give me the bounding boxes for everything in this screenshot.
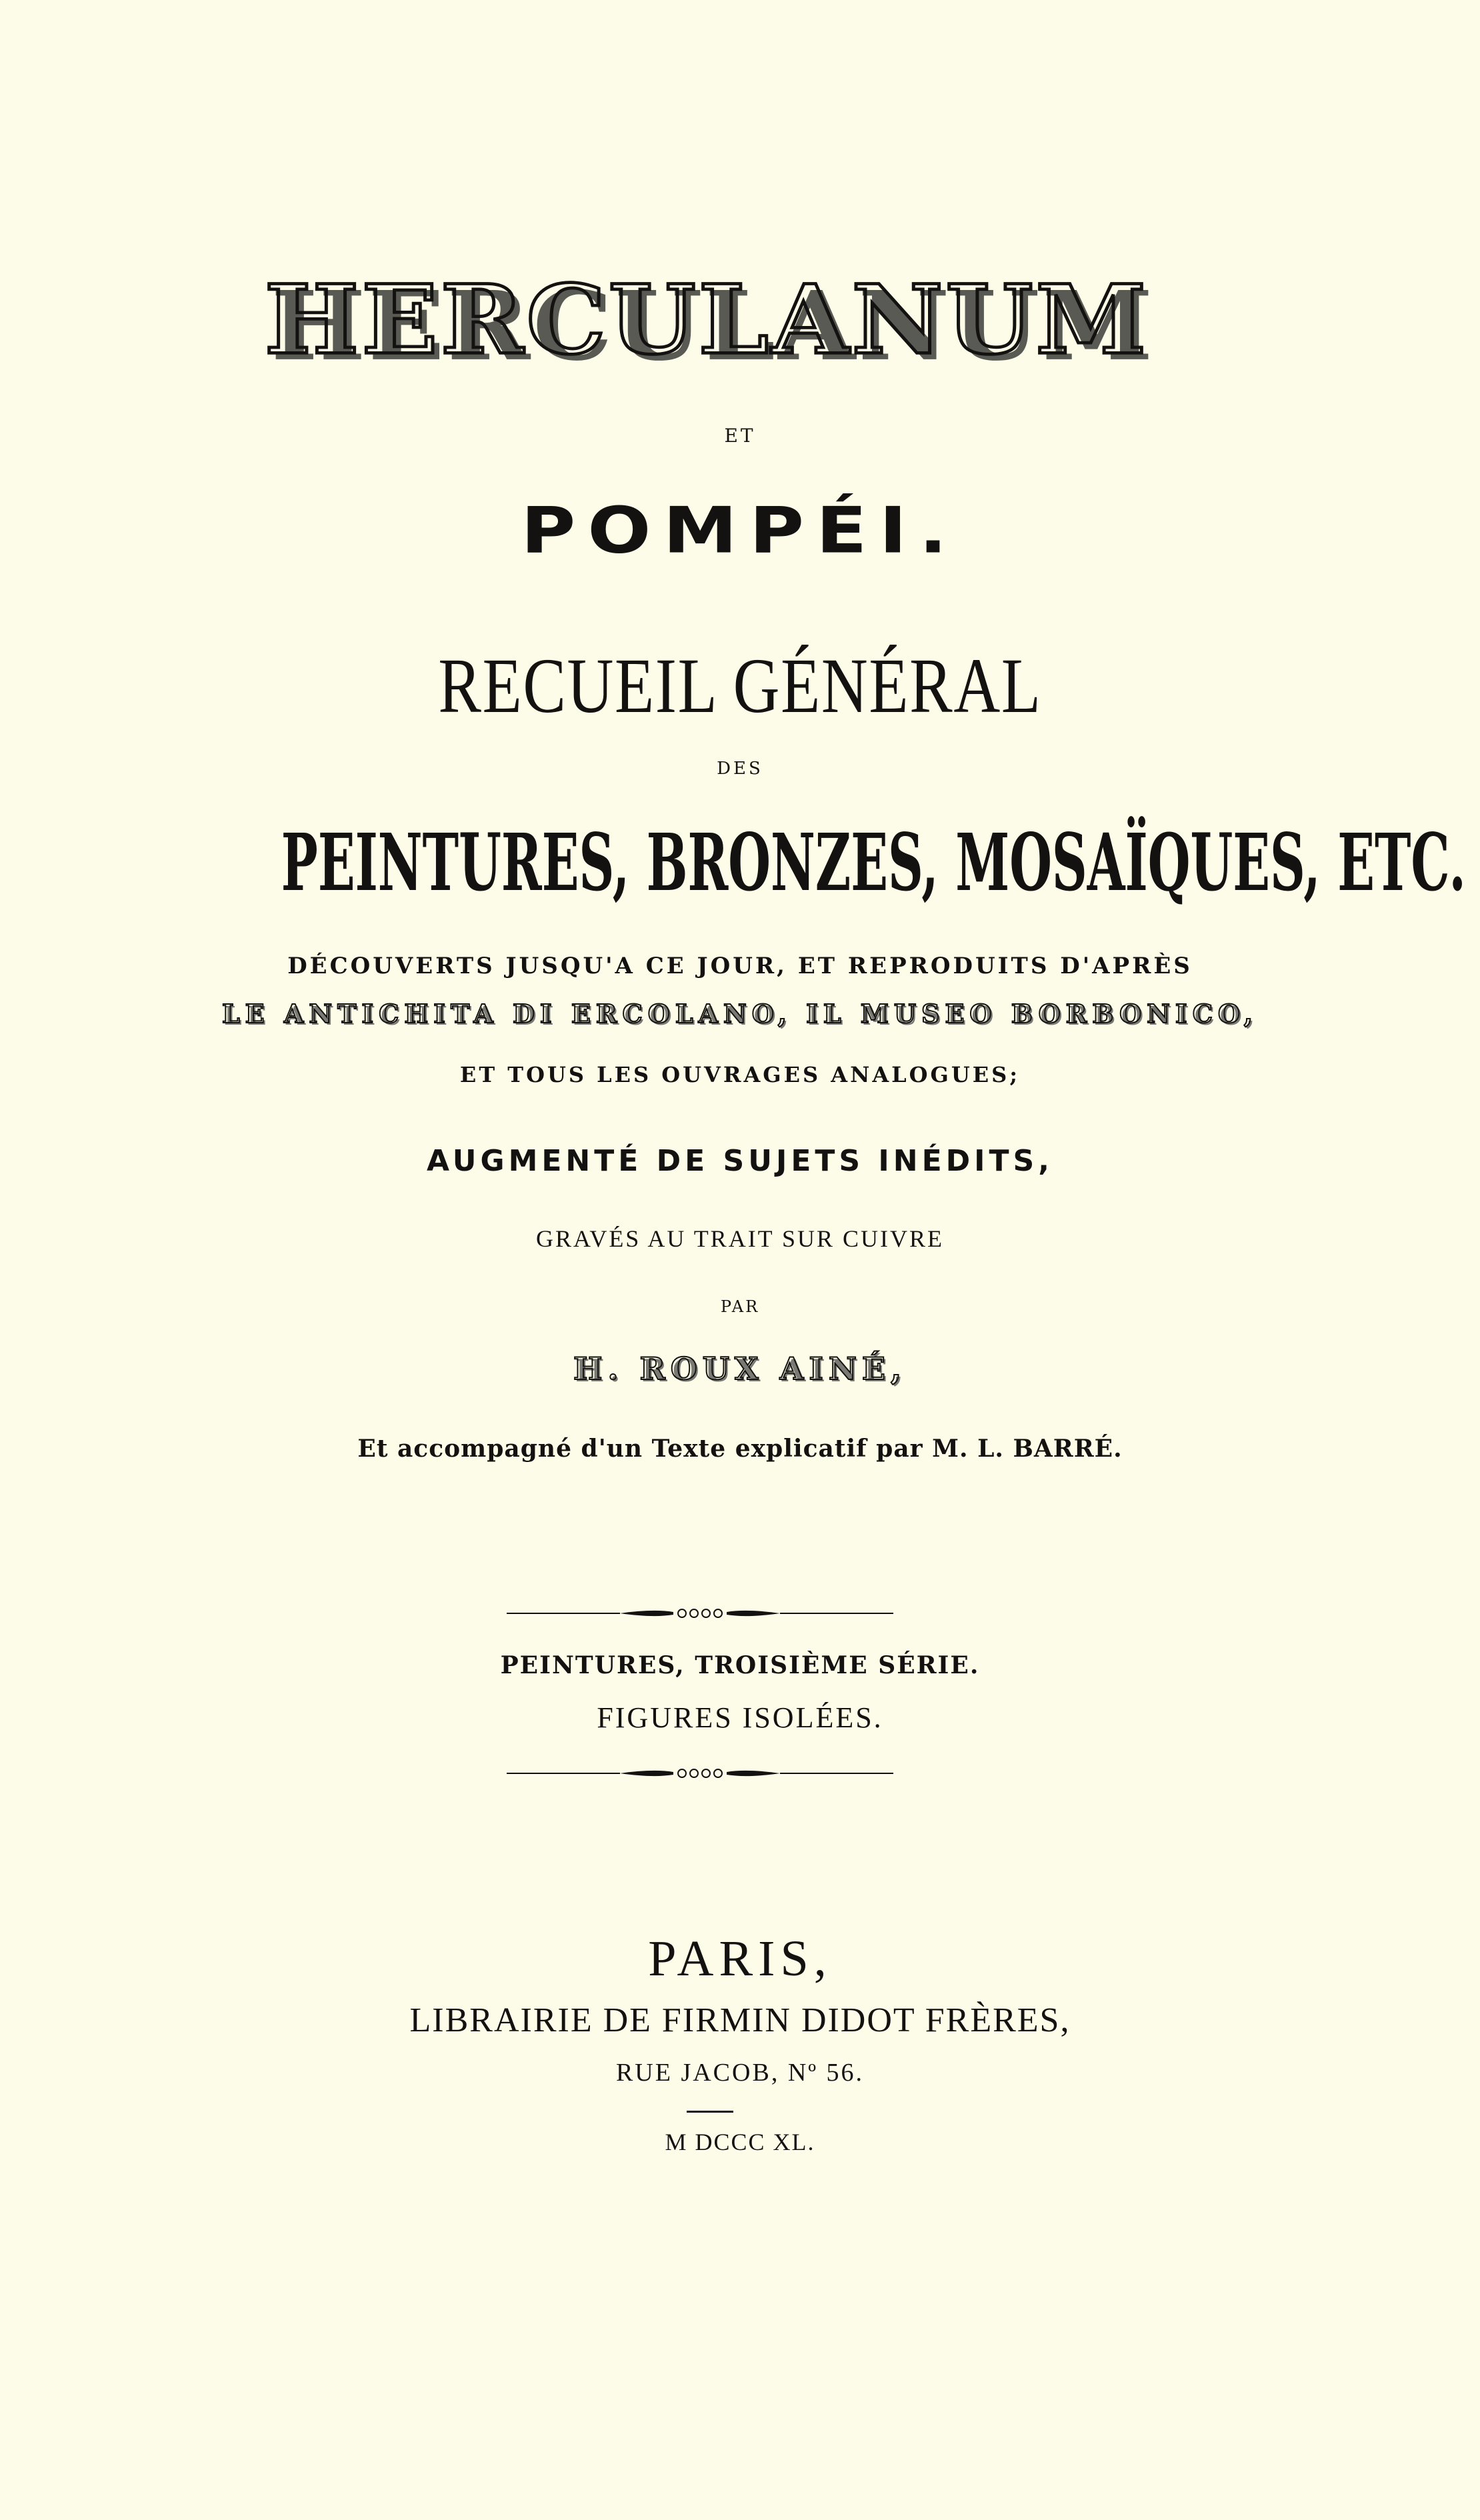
publisher-address: RUE JACOB, Nº 56. (615, 2059, 865, 2087)
divider-rule (687, 2111, 733, 2113)
author-name: H. ROUX AINÉ, (573, 1351, 907, 1387)
ornament-rule-bottom-icon (507, 1763, 893, 1783)
second-title: POMPÉI. (521, 493, 959, 568)
main-title: HERCULANUM (264, 264, 1149, 376)
section-heading: FIGURES ISOLÉES. (597, 1701, 883, 1734)
description-line-3: ET TOUS LES OUVRAGES ANALOGUES; (459, 1062, 1021, 1087)
description-line-1: DÉCOUVERTS JUSQU'A CE JOUR, ET REPRODUITS D'APRÈS (287, 953, 1193, 979)
subtitle: RECUEIL GÉNÉRAL (438, 642, 1042, 729)
accompagne-line: Et accompagné d'un Texte explicatif par M. L. BARRÉ. (357, 1435, 1123, 1463)
ornament-rule-top-icon (507, 1603, 893, 1623)
conjunction-et: ET (724, 425, 756, 447)
par-label: PAR (720, 1297, 760, 1316)
graves-line: GRAVÉS AU TRAIT SUR CUIVRE (535, 1225, 945, 1252)
preposition-des: DES (717, 759, 763, 779)
publication-year: M DCCC XL. (665, 2129, 815, 2155)
subjects-heading: PEINTURES, BRONZES, MOSAÏQUES, ETC. (281, 816, 1466, 909)
publication-city: PARIS, (648, 1931, 832, 1987)
publisher-name: LIBRAIRIE DE FIRMIN DIDOT FRÈRES, (409, 2001, 1071, 2039)
description-line-2: LE ANTICHITA DI ERCOLANO, IL MUSEO BORBONICO, (221, 999, 1259, 1029)
series-heading: PEINTURES, TROISIÈME SÉRIE. (500, 1651, 980, 1679)
augmente-line: AUGMENTÉ DE SUJETS INÉDITS, (427, 1144, 1053, 1178)
